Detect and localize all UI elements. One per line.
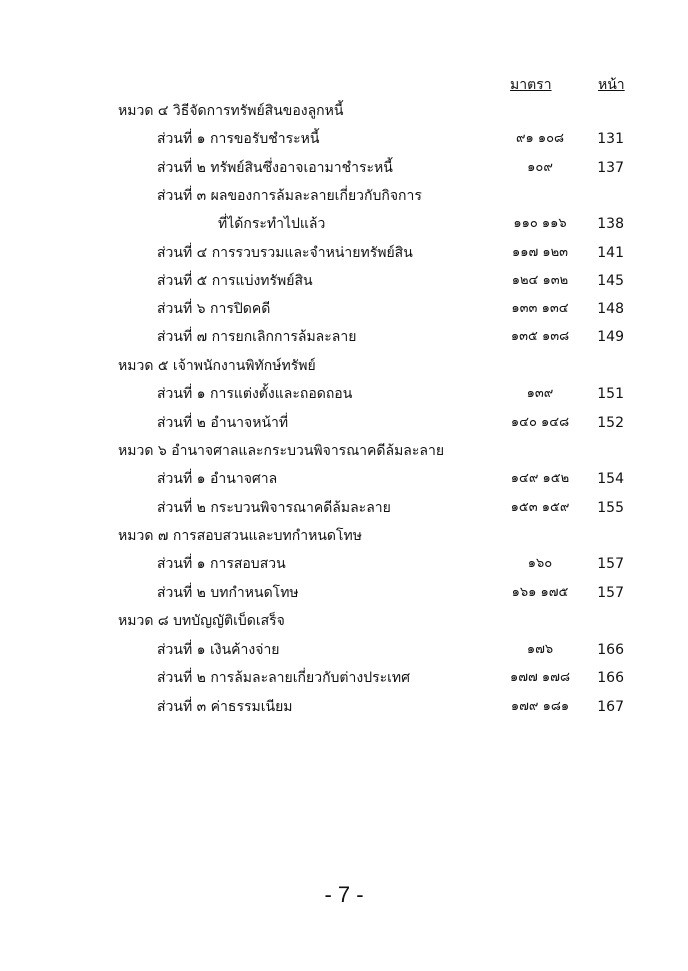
toc-label: หมวด ๗ การสอบสวนและบทกำหนดโทษ xyxy=(118,528,362,544)
toc-section xyxy=(0,695,688,719)
toc-section xyxy=(0,156,688,180)
toc-section xyxy=(0,297,688,321)
toc-label: ส่วนที่ ๕ การแบ่งทรัพย์สิน xyxy=(157,273,313,289)
toc-label: ส่วนที่ ๓ ผลของการล้มละลายเกี่ยวกับกิจการ xyxy=(157,188,422,204)
toc-page-number: 145 xyxy=(597,273,624,289)
toc-label: หมวด ๘ บทบัญญัติเบ็ดเสร็จ xyxy=(118,613,285,629)
toc-matra: ๑๔๙ ๑๕๒ xyxy=(510,471,570,486)
toc-section xyxy=(0,212,688,236)
toc-label: ส่วนที่ ๔ การรวบรวมและจำหน่ายทรัพย์สิน xyxy=(157,245,413,261)
toc-label: ส่วนที่ ๗ การยกเลิกการล้มละลาย xyxy=(157,329,357,345)
toc-page-number: 137 xyxy=(597,160,624,176)
toc-section xyxy=(0,552,688,576)
toc-section xyxy=(0,496,688,520)
toc-label: ส่วนที่ ๒ อำนาจหน้าที่ xyxy=(157,415,289,431)
toc-section xyxy=(0,411,688,435)
toc-matra: ๑๓๕ ๑๓๘ xyxy=(510,329,570,344)
toc-label: ส่วนที่ ๖ การปิดคดี xyxy=(157,301,271,317)
toc-chapter xyxy=(0,354,688,378)
toc-matra: ๑๗๖ xyxy=(526,642,554,657)
toc-matra: ๑๔๐ ๑๔๘ xyxy=(510,415,570,430)
toc-page-number: 141 xyxy=(597,245,624,261)
toc-matra: ๑๓๓ ๑๓๔ xyxy=(511,301,569,316)
toc-section xyxy=(0,467,688,491)
toc-label: ส่วนที่ ๒ การล้มละลายเกี่ยวกับต่างประเทศ xyxy=(157,670,411,686)
toc-label: ส่วนที่ ๑ การสอบสวน xyxy=(157,556,286,572)
toc-label: ส่วนที่ ๒ กระบวนพิจารณาคดีล้มละลาย xyxy=(157,500,391,516)
toc-page-number: 166 xyxy=(597,642,624,658)
toc-label: ส่วนที่ ๒ ทรัพย์สินซึ่งอาจเอามาชำระหนี้ xyxy=(157,160,393,176)
toc-page-number: 166 xyxy=(597,670,624,686)
toc-page-number: 151 xyxy=(597,386,624,402)
toc-section xyxy=(0,241,688,265)
toc-label: หมวด ๖ อำนาจศาลและกระบวนพิจารณาคดีล้มละลาย xyxy=(118,443,445,459)
toc-page-number: 157 xyxy=(597,556,624,572)
toc-matra: ๑๗๗ ๑๗๘ xyxy=(510,670,570,685)
page-column-header: หน้า xyxy=(598,77,625,93)
toc-chapter xyxy=(0,524,688,548)
toc-page-number: 138 xyxy=(597,216,624,232)
toc-section xyxy=(0,638,688,662)
toc-section xyxy=(0,382,688,406)
toc-label: ที่ได้กระทำไปแล้ว xyxy=(218,216,326,232)
toc-page-number: 157 xyxy=(597,585,624,601)
toc-label: ส่วนที่ ๑ อำนาจศาล xyxy=(157,471,278,487)
toc-section xyxy=(0,666,688,690)
toc-label: หมวด ๔ วิธีจัดการทรัพย์สินของลูกหนี้ xyxy=(118,103,344,119)
toc-section xyxy=(0,184,688,208)
toc-section xyxy=(0,325,688,349)
toc-chapter xyxy=(0,99,688,123)
toc-matra: ๑๓๙ xyxy=(526,386,554,401)
toc-matra: ๑๒๔ ๑๓๒ xyxy=(511,273,569,288)
toc-matra: ๑๑๗ ๑๒๓ xyxy=(511,245,569,260)
toc-label: ส่วนที่ ๑ การแต่งตั้งและถอดถอน xyxy=(157,386,353,402)
toc-label: ส่วนที่ ๒ บทกำหนดโทษ xyxy=(157,585,299,601)
toc-page-number: 152 xyxy=(597,415,624,431)
toc-matra: ๑๗๙ ๑๘๑ xyxy=(510,699,570,714)
toc-section xyxy=(0,581,688,605)
toc-page-number: 155 xyxy=(597,500,624,516)
toc-page-number: 148 xyxy=(597,301,624,317)
toc-page-number: 131 xyxy=(597,131,624,147)
toc-matra: ๑๐๙ xyxy=(527,160,553,175)
toc-section xyxy=(0,269,688,293)
toc-page-number: 154 xyxy=(597,471,624,487)
toc-matra: ๑๑๐ ๑๑๖ xyxy=(513,216,567,231)
toc-page-number: 149 xyxy=(597,329,624,345)
toc-matra: ๙๑ ๑๐๘ xyxy=(515,131,565,146)
toc-chapter xyxy=(0,439,688,463)
toc-chapter xyxy=(0,609,688,633)
toc-section xyxy=(0,127,688,151)
toc-matra: ๑๖๑ ๑๗๕ xyxy=(511,585,569,600)
toc-matra: ๑๕๓ ๑๕๙ xyxy=(510,500,570,515)
toc-label: หมวด ๕ เจ้าพนักงานพิทักษ์ทรัพย์ xyxy=(118,358,316,374)
matra-column-header: มาตรา xyxy=(510,77,552,93)
toc-label: ส่วนที่ ๓ ค่าธรรมเนียม xyxy=(157,699,293,715)
toc-label: ส่วนที่ ๑ การขอรับชำระหนี้ xyxy=(157,131,320,147)
toc-page-number: 167 xyxy=(597,699,624,715)
toc-matra: ๑๖๐ xyxy=(527,556,553,571)
toc-label: ส่วนที่ ๑ เงินค้างจ่าย xyxy=(157,642,280,658)
page-number: - 7 - xyxy=(324,882,364,907)
